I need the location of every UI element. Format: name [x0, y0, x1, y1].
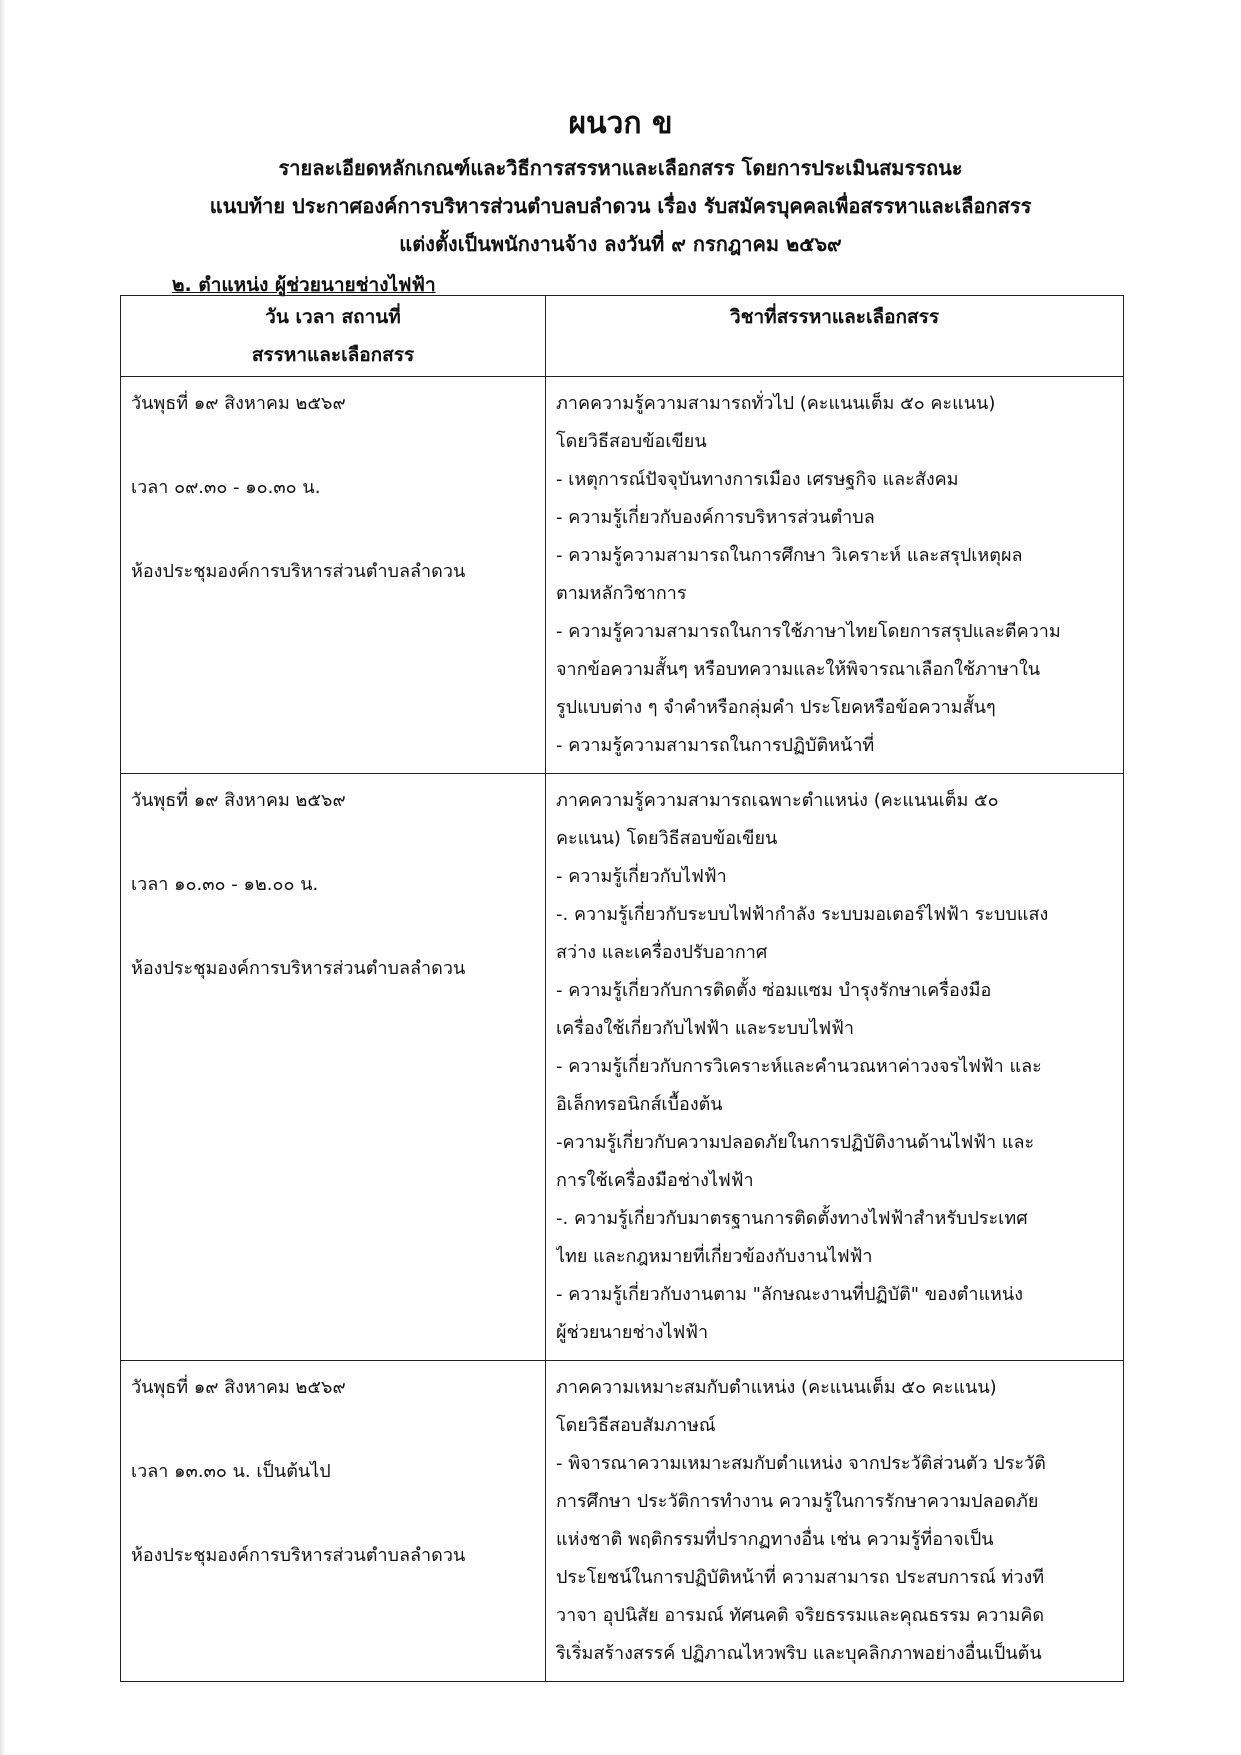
exam-place: ห้องประชุมองค์การบริหารส่วนตำบลลำดวน: [131, 1545, 466, 1566]
exam-date: วันพุธที่ ๑๙ สิงหาคม ๒๕๖๙: [131, 790, 346, 811]
schedule-table: [120, 295, 1124, 1682]
subject-line: - ความรู้เกี่ยวกับองค์การบริหารส่วนตำบล: [556, 507, 875, 528]
subject-line: -ความรู้เกี่ยวกับความปลอดภัยในการปฏิบัติงานด้านไฟฟ้า และ: [556, 1132, 1035, 1153]
subject-line: การใช้เครื่องมือช่างไฟฟ้า: [556, 1170, 754, 1191]
subject-cell: [546, 774, 1124, 1361]
header-datetime-line-1: วัน เวลา สถานที่: [265, 306, 401, 328]
table-row: [121, 377, 1124, 774]
subject-line: - ความรู้เกี่ยวกับงานตาม "ลักษณะงานที่ปฏิบัติ" ของตำแหน่ง: [556, 1284, 1024, 1305]
exam-time: เวลา ๑๐.๓๐ - ๑๒.๐๐ น.: [131, 874, 319, 895]
exam-time: เวลา ๐๙.๓๐ - ๑๐.๓๐ น.: [131, 477, 321, 498]
header-subject-label: วิชาที่สรรหาและเลือกสรร: [729, 306, 940, 328]
subject-line: แห่งชาติ พฤติกรรมที่ปรากฏทางอื่น เช่น ความรู้ที่อาจเป็น: [556, 1529, 994, 1550]
header-datetime-line-2: สรรหาและเลือกสรร: [251, 344, 415, 366]
subject-line: สว่าง และเครื่องปรับอากาศ: [556, 942, 768, 963]
subject-line: - ความรู้เกี่ยวกับการติดตั้ง ซ่อมแซม บำรุงรักษาเครื่องมือ: [556, 980, 992, 1001]
subject-line: - ความรู้เกี่ยวกับการวิเคราะห์และคำนวณหาค่าวงจรไฟฟ้า และ: [556, 1056, 1042, 1077]
subtitle-line-1: รายละเอียดหลักเกณฑ์และวิธีการสรรหาและเลือกสรร โดยการประเมินสมรรถนะ: [278, 156, 963, 180]
subject-line: การศึกษา ประวัติการทำงาน ความรู้ในการรักษาความปลอดภัย: [556, 1491, 1039, 1512]
subject-line: -. ความรู้เกี่ยวกับระบบไฟฟ้ากำลัง ระบบมอเตอร์ไฟฟ้า ระบบแสง: [556, 904, 1049, 925]
subject-line: - พิจารณาความเหมาะสมกับตำแหน่ง จากประวัติส่วนตัว ประวัติ: [556, 1453, 1046, 1474]
subject-line: - ความรู้ความสามารถในการศึกษา วิเคราะห์ และสรุปเหตุผล: [556, 545, 1023, 566]
subject-line: ริเริ่มสร้างสรรค์ ปฏิภาณไหวพริบ และบุคลิกภาพอย่างอื่นเป็นต้น: [556, 1643, 1042, 1664]
subtitle-line-3: แต่งตั้งเป็นพนักงานจ้าง ลงวันที่ ๙ กรกฎาคม ๒๕๖๙: [399, 232, 842, 256]
subject-line: ประโยชน์ในการปฏิบัติหน้าที่ ความสามารถ ประสบการณ์ ท่วงที: [556, 1567, 1045, 1588]
header-cell-subject: [546, 296, 1124, 377]
scan-edge: [0, 0, 6, 1755]
subject-line: เครื่องใช้เกี่ยวกับไฟฟ้า และระบบไฟฟ้า: [556, 1018, 855, 1039]
subject-line: อิเล็กทรอนิกส์เบื้องต้น: [556, 1094, 723, 1115]
spacer: [131, 904, 535, 950]
spacer: [131, 507, 535, 553]
subject-line: - ความรู้ความสามารถในการปฏิบัติหน้าที่: [556, 735, 875, 756]
exam-place: ห้องประชุมองค์การบริหารส่วนตำบลลำดวน: [131, 958, 466, 979]
subject-cell: [546, 1361, 1124, 1682]
subject-line: วาจา อุปนิสัย อารมณ์ ทัศนคติ จริยธรรมและคุณธรรม ความคิด: [556, 1605, 1045, 1626]
table-row: [121, 1361, 1124, 1682]
schedule-cell: [121, 377, 546, 774]
spacer: [131, 423, 535, 469]
spacer: [131, 820, 535, 866]
subject-line: โดยวิธีสอบข้อเขียน: [556, 431, 707, 452]
subject-line: จากข้อความสั้นๆ หรือบทความและให้พิจารณาเลือกใช้ภาษาใน: [556, 659, 1041, 680]
spacer: [131, 1491, 535, 1537]
schedule-cell: [121, 774, 546, 1361]
subject-line: ไทย และกฎหมายที่เกี่ยวข้องกับงานไฟฟ้า: [556, 1246, 873, 1267]
subject-line: ภาคความเหมาะสมกับตำแหน่ง (คะแนนเต็ม ๕๐ คะแนน): [556, 1377, 997, 1398]
subject-line: โดยวิธีสอบสัมภาษณ์: [556, 1415, 716, 1436]
subject-line: ตามหลักวิชาการ: [556, 583, 687, 604]
annex-title: ผนวก ข: [568, 106, 673, 141]
subject-line: ภาคความรู้ความสามารถเฉพาะตำแหน่ง (คะแนนเต็ม ๕๐: [556, 790, 999, 811]
exam-date: วันพุธที่ ๑๙ สิงหาคม ๒๕๖๙: [131, 1377, 346, 1398]
exam-place: ห้องประชุมองค์การบริหารส่วนตำบลลำดวน: [131, 561, 466, 582]
subject-line: - ความรู้เกี่ยวกับไฟฟ้า: [556, 866, 727, 887]
subject-cell: [546, 377, 1124, 774]
section-heading: ๒. ตำแหน่ง ผู้ช่วยนายช่างไฟฟ้า: [172, 274, 436, 296]
subject-line: ภาคความรู้ความสามารถทั่วไป (คะแนนเต็ม ๕๐ คะแนน): [556, 393, 996, 414]
exam-time: เวลา ๑๓.๓๐ น. เป็นต้นไป: [131, 1461, 331, 1482]
subtitle-line-2: แนบท้าย ประกาศองค์การบริหารส่วนตำบลบลำดวน เรื่อง รับสมัครบุคคลเพื่อสรรหาและเลือกสรร: [209, 194, 1032, 218]
subject-line: ผู้ช่วยนายช่างไฟฟ้า: [556, 1322, 709, 1343]
table-header-row: [121, 296, 1124, 377]
header-cell-datetime: [121, 296, 546, 377]
subject-line: รูปแบบต่าง ๆ จำคำหรือกลุ่มคำ ประโยคหรือข้อความสั้นๆ: [556, 697, 996, 718]
subject-line: - เหตุการณ์ปัจจุบันทางการเมือง เศรษฐกิจ และสังคม: [556, 469, 959, 490]
subject-line: -. ความรู้เกี่ยวกับมาตรฐานการติดตั้งทางไฟฟ้าสำหรับประเทศ: [556, 1208, 1028, 1229]
table-row: [121, 774, 1124, 1361]
schedule-cell: [121, 1361, 546, 1682]
exam-date: วันพุธที่ ๑๙ สิงหาคม ๒๕๖๙: [131, 393, 346, 414]
subject-line: คะแนน) โดยวิธีสอบข้อเขียน: [556, 828, 778, 849]
spacer: [131, 1407, 535, 1453]
subject-line: - ความรู้ความสามารถในการใช้ภาษาไทยโดยการสรุปและตีความ: [556, 621, 1061, 642]
